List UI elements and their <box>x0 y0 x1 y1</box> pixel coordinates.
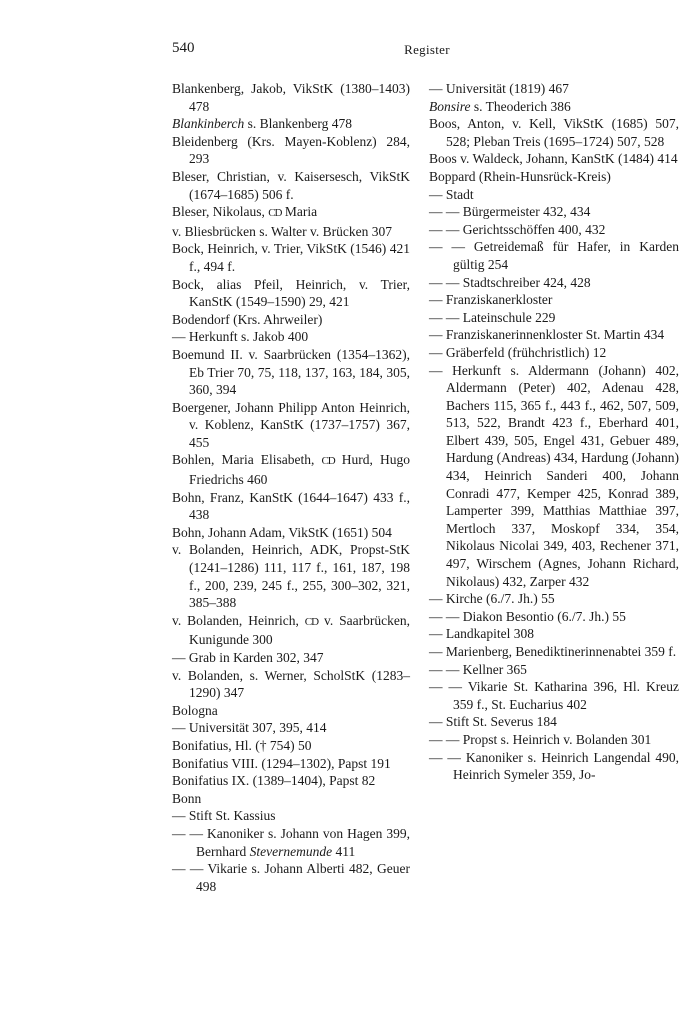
index-entry <box>172 612 410 649</box>
entry-text: v. Bolanden, Heinrich, <box>172 612 305 628</box>
index-entry <box>172 168 410 203</box>
entry-text: — — Propst s. Heinrich v. Bolanden 301 <box>429 731 652 747</box>
index-entry <box>172 772 410 790</box>
index-entry <box>172 346 410 399</box>
entry-text: Bleser, Christian, v. Kaisersesch, VikStK (1674–1685) 506 f. <box>172 168 410 202</box>
index-subentry <box>429 731 679 749</box>
index-entry <box>172 223 410 241</box>
entry-text: — — Vikarie s. Johann Alberti 482, Geuer 498 <box>172 861 410 894</box>
entry-text: Bock, Heinrich, v. Trier, VikStK (1546) 421 f., 494 f. <box>172 241 410 274</box>
index-entry <box>429 150 679 168</box>
marriage-symbol: CD <box>304 615 319 628</box>
entry-text: Bodendorf (Krs. Ahrweiler) <box>172 311 323 327</box>
index-entry <box>429 168 679 186</box>
index-subentry <box>429 625 679 643</box>
index-subentry <box>172 649 410 667</box>
index-entry <box>172 203 410 223</box>
page-number: 540 <box>172 40 195 56</box>
entry-text: — Stadt <box>429 186 474 202</box>
entry-text: Blankenberg, Jakob, VikStK (1380–1403) 478 <box>172 81 410 114</box>
entry-text: — — Kellner 365 <box>429 661 527 677</box>
index-entry <box>172 755 410 773</box>
index-subentry <box>172 328 410 346</box>
index-entry <box>172 667 410 702</box>
index-subentry <box>172 719 410 737</box>
index-subentry <box>429 678 679 713</box>
index-subentry <box>429 643 679 661</box>
index-subentry <box>429 238 679 273</box>
index-subentry <box>429 749 679 784</box>
entry-text: — — Getreidemaß für Hafer, in Karden gültig 254 <box>429 239 679 272</box>
index-subentry <box>429 344 679 362</box>
entry-text: — Herkunft s. Aldermann (Johann) 402, Aldermann (Peter) 402, Adenau 428, Bachers 115, 365 f., 443 f., 462, 507, 509, 513, 522, Brandt 423 f., Eberhard 401, Elbert 439, 505, Engel 431, Gebuer 489, Hardung (Andreas) 434, Hardung (Johann) 434, Heinrich Sanderi 400, Johann Conradi 477, Kemper 425, Konrad 389, Lamperter 399, Matthias Matthiae 397, Mertloch 337, Moskopf 334, 354, Nikolaus Nicolai 349, 403, Rechener 371, 497, Wirschem (Agnes, Johann Richard, Nikolaus) 432, Zarper 432 <box>429 362 679 589</box>
entry-text: — Universität 307, 395, 414 <box>172 720 327 736</box>
index-entry <box>172 702 410 720</box>
index-entry <box>429 115 679 150</box>
index-entry <box>172 276 410 311</box>
entry-text: — — Stadtschreiber 424, 428 <box>429 274 591 290</box>
index-subentry <box>429 362 679 591</box>
index-subentry <box>429 326 679 344</box>
index-entry <box>172 489 410 524</box>
entry-text: Bleidenberg (Krs. Mayen-Koblenz) 284, 293 <box>172 133 410 167</box>
index-subentry <box>429 608 679 626</box>
marriage-symbol: CD <box>268 207 282 220</box>
entry-text: — — Kanoniker s. Johann von Hagen 399, Bernhard <box>172 825 410 859</box>
entry-text: Bohn, Johann Adam, VikStK (1651) 504 <box>172 524 392 540</box>
entry-text: v. Bliesbrücken s. Walter v. Brücken 307 <box>172 223 392 239</box>
index-entry <box>172 240 410 275</box>
italic-text: Bonsire <box>429 98 471 114</box>
running-head: Register <box>404 42 450 57</box>
index-subentry <box>429 186 679 204</box>
entry-text: v. Saarbrücken, Kunigunde 300 <box>189 612 410 648</box>
entry-text: Maria <box>281 204 318 220</box>
index-entry <box>172 541 410 611</box>
index-entry <box>429 98 679 116</box>
index-entry <box>172 451 410 488</box>
entry-text: Bohn, Franz, KanStK (1644–1647) 433 f., 438 <box>172 489 410 523</box>
entry-text: — Gräberfeld (frühchristlich) 12 <box>429 344 607 360</box>
index-subentry <box>429 590 679 608</box>
index-entry <box>172 133 410 168</box>
italic-text: Stevernemunde <box>249 843 333 859</box>
entry-text: — Stift St. Severus 184 <box>429 714 557 730</box>
entry-text: Bologna <box>172 702 218 718</box>
index-entry <box>172 311 410 329</box>
index-column-left <box>172 80 410 895</box>
entry-text: — — Kanoniker s. Heinrich Langendal 490, Heinrich Symeler 359, Jo- <box>429 749 679 783</box>
entry-text: — Herkunft s. Jakob 400 <box>172 329 309 345</box>
entry-text: Boemund II. v. Saarbrücken (1354–1362), Eb Trier 70, 75, 118, 137, 163, 184, 305, 360, 394 <box>172 346 410 398</box>
entry-text: Boppard (Rhein-Hunsrück-Kreis) <box>429 168 611 184</box>
entry-text: 411 <box>332 843 356 859</box>
entry-text: — Grab in Karden 302, 347 <box>172 650 324 665</box>
entry-text: Bonn <box>172 790 202 806</box>
entry-text: — — Gerichtsschöffen 400, 432 <box>429 221 606 237</box>
entry-text: — Landkapitel 308 <box>429 626 534 642</box>
italic-text: Blankinberch <box>172 116 245 132</box>
index-subentry <box>172 825 410 860</box>
entry-text: Bonifatius, Hl. († 754) 50 <box>172 737 312 753</box>
entry-text: s. Blankenberg 478 <box>244 116 352 132</box>
index-subentry <box>429 221 679 239</box>
entry-text: — Franziskanerkloster <box>429 292 553 308</box>
index-subentry <box>172 860 410 895</box>
entry-text: Bonifatius VIII. (1294–1302), Papst 191 <box>172 755 391 771</box>
entry-text: — Kirche (6./7. Jh.) 55 <box>429 591 555 607</box>
index-column-right <box>429 80 679 784</box>
entry-text: v. Bolanden, s. Werner, ScholStK (1283–1290) 347 <box>172 667 410 701</box>
entry-text: — — Lateinschule 229 <box>429 309 556 325</box>
entry-text: Bock, alias Pfeil, Heinrich, v. Trier, KanStK (1549–1590) 29, 421 <box>172 276 410 310</box>
entry-text: — Universität (1819) 467 <box>429 81 569 96</box>
entry-text: — Stift St. Kassius <box>172 808 276 824</box>
page-header <box>172 40 682 62</box>
entry-text: Bohlen, Maria Elisabeth, <box>172 452 322 468</box>
index-entry <box>172 790 410 808</box>
index-subentry <box>429 713 679 731</box>
entry-text: — — Vikarie St. Katharina 396, Hl. Kreuz 359 f., St. Eucharius 402 <box>429 679 679 712</box>
entry-text: Boos, Anton, v. Kell, VikStK (1685) 507, 528; Pleban Treis (1695–1724) 507, 528 <box>429 116 679 149</box>
entry-text: v. Bolanden, Heinrich, ADK, Propst-StK (1241–1286) 111, 117 f., 161, 187, 198 f., 200, 239, 245 f., 255, 300–302, 321, 385–388 <box>172 542 410 611</box>
entry-text: Boergener, Johann Philipp Anton Heinrich, v. Koblenz, KanStK (1737–1757) 367, 455 <box>172 399 410 450</box>
index-entry <box>172 524 410 542</box>
index-entry <box>172 737 410 755</box>
index-subentry <box>429 309 679 327</box>
index-subentry <box>429 203 679 221</box>
entry-text: — Franziskanerinnenkloster St. Martin 434 <box>429 327 665 343</box>
index-entry <box>172 399 410 452</box>
index-subentry <box>429 80 679 98</box>
index-entry <box>172 80 410 115</box>
index-subentry <box>429 661 679 679</box>
index-subentry <box>172 807 410 825</box>
entry-text: s. Theoderich 386 <box>470 98 571 114</box>
index-entry <box>172 115 410 133</box>
entry-text: — — Bürgermeister 432, 434 <box>429 204 591 220</box>
entry-text: Boos v. Waldeck, Johann, KanStK (1484) 414 <box>429 151 678 167</box>
entry-text: Bonifatius IX. (1389–1404), Papst 82 <box>172 773 376 789</box>
entry-text: — — Diakon Besontio (6./7. Jh.) 55 <box>429 608 626 624</box>
index-subentry <box>429 274 679 292</box>
entry-text: Bleser, Nikolaus, <box>172 204 269 220</box>
entry-text: Hurd, Hugo Friedrichs 460 <box>189 452 411 488</box>
marriage-symbol: CD <box>321 455 335 468</box>
entry-text: — Marienberg, Benediktinerinnenabtei 359 f. <box>429 644 677 659</box>
index-subentry <box>429 291 679 309</box>
